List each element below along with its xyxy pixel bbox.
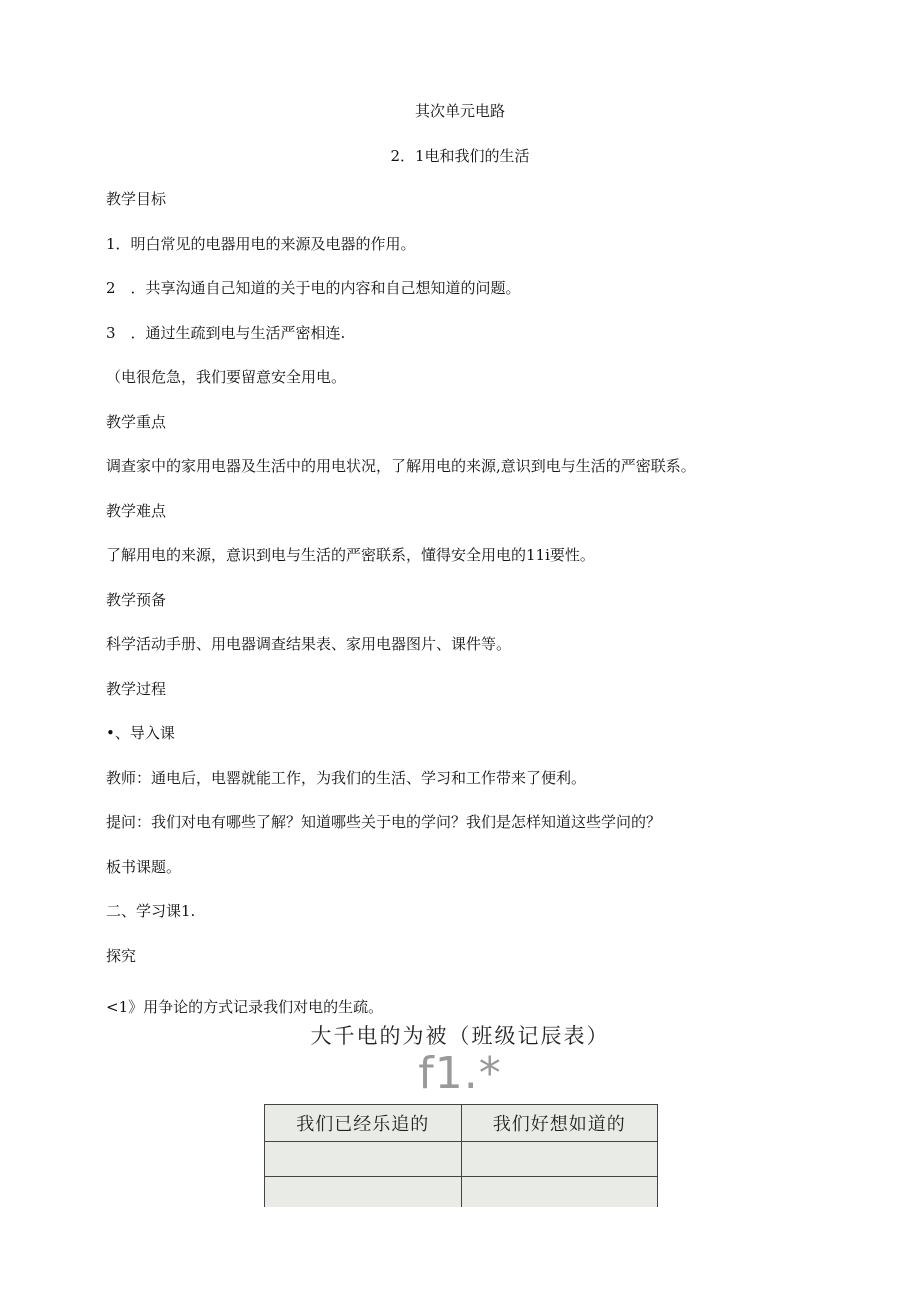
survey-table [264, 1104, 658, 1207]
table-header-known: 我们已经乐追的 [265, 1105, 462, 1142]
explore-step-1: <1》用争论的方式记录我们对电的生疏。 [106, 998, 384, 1016]
difficulties-text: 了解用电的来源，意识到电与生活的严密联系，懂得安全用电的11i要性。 [106, 546, 595, 564]
figure-title: 大千电的为被（班级记辰表） [310, 1024, 610, 1048]
board-title-text: 板书课题。 [106, 858, 182, 876]
table-cell [265, 1177, 462, 1208]
section-heading-objectives: 教学目标 [106, 190, 167, 208]
key-points-text: 调查家中的家用电器及生活中的用电状况，了解用电的来源,意识到电与生活的严密联系。 [106, 457, 696, 475]
process-step-intro: •、导入课 [106, 724, 175, 742]
lesson-title: 2．1电和我们的生活 [390, 147, 530, 165]
section-heading-process: 教学过程 [106, 680, 167, 698]
process-step-study: 二、学习课1. [106, 902, 196, 920]
table-cell [461, 1177, 658, 1208]
table-cell [265, 1142, 462, 1177]
section-heading-difficulties: 教学难点 [106, 502, 167, 520]
question-text: 提问：我们对电有哪些了解？知道哪些关于电的学问？我们是怎样知道这些学问的？ [106, 813, 662, 831]
table-row [265, 1177, 658, 1208]
objective-item-4: （电很危急，我们要留意安全用电。 [106, 368, 347, 386]
figure-mark: f1.* [418, 1048, 502, 1099]
objective-item-3: 3 ．通过生疏到电与生活严密相连. [106, 324, 346, 342]
section-heading-key-points: 教学重点 [106, 413, 167, 431]
table-row [265, 1142, 658, 1177]
objective-item-1: 1．明白常见的电器用电的来源及电器的作用。 [106, 235, 416, 253]
table-cell [461, 1142, 658, 1177]
explore-heading: 探究 [106, 947, 137, 965]
table-header-row [265, 1105, 658, 1142]
objective-item-2: 2 ．共享沟通自己知道的关于电的内容和自己想知道的问题。 [106, 279, 521, 297]
preparation-text: 科学活动手册、用电器调查结果表、家用电器图片、课件等。 [106, 635, 512, 653]
table-header-want-to-know: 我们好想如道的 [461, 1105, 658, 1142]
unit-title: 其次单元电路 [414, 102, 505, 120]
section-heading-preparation: 教学预备 [106, 591, 167, 609]
teacher-statement: 教师：通电后，电罂就能工作，为我们的生活、学习和工作带来了便利。 [106, 769, 587, 787]
